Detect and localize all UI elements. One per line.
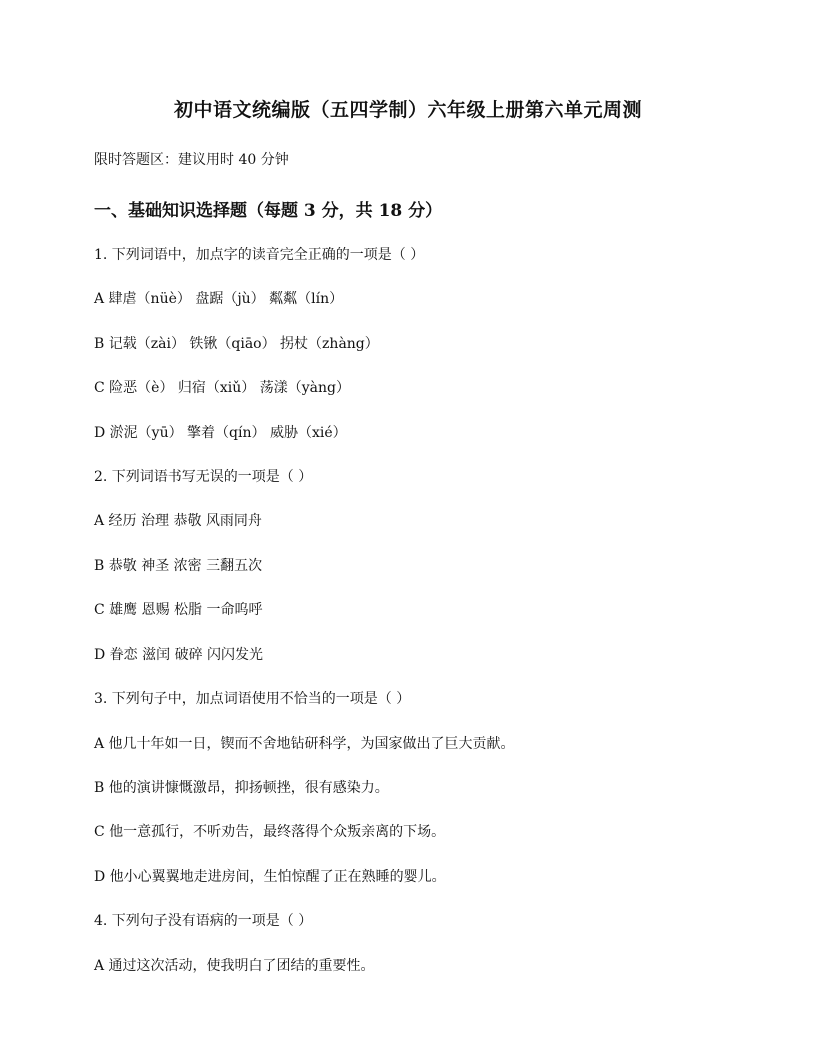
question-2-option-c: C 雄鹰 恩赐 松脂 一命呜呼: [94, 602, 263, 618]
question-4-option-a: A 通过这次活动，使我明白了团结的重要性。: [94, 958, 375, 974]
question-2-option-b: B 恭敬 神圣 浓密 三翻五次: [94, 558, 263, 574]
question-2-option-d: D 眷恋 滋闰 破碎 闪闪发光: [94, 647, 264, 663]
section-heading: 一、基础知识选择题（每题 3 分，共 18 分）: [94, 201, 443, 221]
question-2-stem: 2. 下列词语书写无误的一项是（ ）: [94, 469, 313, 485]
question-1-option-a: A 肆虐（nüè） 盘踞（jù） 粼粼（lín）: [94, 291, 344, 307]
question-1-option-d: D 淤泥（yū） 擎着（qín） 威胁（xié）: [94, 425, 347, 441]
question-4-stem: 4. 下列句子没有语病的一项是（ ）: [94, 913, 313, 929]
question-2-option-a: A 经历 治理 恭敬 风雨同舟: [94, 513, 262, 529]
question-3-option-a: A 他几十年如一日，锲而不舍地钻研科学，为国家做出了巨大贡献。: [94, 736, 515, 752]
question-3-stem: 3. 下列句子中，加点词语使用不恰当的一项是（ ）: [94, 691, 411, 707]
question-1-option-b: B 记载（zài） 铁锹（qiāo） 拐杖（zhàng）: [94, 336, 379, 352]
question-3-option-d: D 他小心翼翼地走进房间，生怕惊醒了正在熟睡的婴儿。: [94, 869, 446, 885]
page-title: 初中语文统编版（五四学制）六年级上册第六单元周测: [173, 99, 642, 121]
time-note: 限时答题区：建议用时 40 分钟: [94, 152, 289, 168]
question-3-option-c: C 他一意孤行，不听劝告，最终落得个众叛亲离的下场。: [94, 824, 446, 840]
question-1-option-c: C 险恶（è） 归宿（xiǔ） 荡漾（yàng）: [94, 380, 350, 396]
question-3-option-b: B 他的演讲慷慨激昂，抑扬顿挫，很有感染力。: [94, 780, 389, 796]
question-1-stem: 1. 下列词语中，加点字的读音完全正确的一项是（ ）: [94, 247, 425, 263]
